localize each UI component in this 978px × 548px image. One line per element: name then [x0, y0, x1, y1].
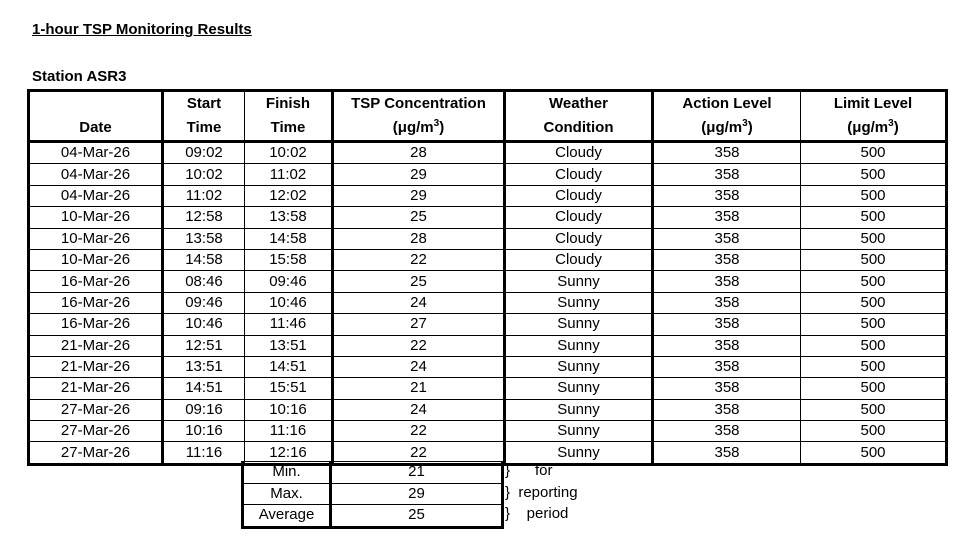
cell-tsp: 29	[333, 185, 505, 206]
cell-tsp: 22	[333, 249, 505, 270]
cell-action-level: 358	[653, 271, 801, 292]
cell-date: 21-Mar-26	[29, 378, 163, 399]
cell-start-time: 13:51	[163, 356, 245, 377]
cell-tsp: 29	[333, 164, 505, 185]
table-row	[29, 185, 947, 206]
cell-date: 27-Mar-26	[29, 442, 163, 464]
cell-date: 04-Mar-26	[29, 142, 163, 164]
header-row	[29, 91, 947, 142]
cell-action-level: 358	[653, 185, 801, 206]
cell-limit-level: 500	[801, 292, 947, 313]
cell-tsp: 22	[333, 335, 505, 356]
header-action-level: Action Level $(\mu g/m^3)$	[653, 91, 801, 142]
summary-label: Max.	[243, 483, 331, 505]
cell-start-time: 14:51	[163, 378, 245, 399]
cell-limit-level: 500	[801, 378, 947, 399]
cell-tsp: 24	[333, 292, 505, 313]
cell-start-time: 09:16	[163, 399, 245, 420]
table-row	[29, 335, 947, 356]
cell-date: 10-Mar-26	[29, 207, 163, 228]
header-date: Date	[29, 91, 163, 142]
cell-weather: Sunny	[505, 442, 653, 464]
cell-weather: Cloudy	[505, 164, 653, 185]
summary-value: 29	[331, 483, 503, 505]
cell-action-level: 358	[653, 378, 801, 399]
cell-weather: Sunny	[505, 421, 653, 442]
table-row	[29, 378, 947, 399]
cell-finish-time: 14:58	[245, 228, 333, 249]
cell-weather: Sunny	[505, 292, 653, 313]
cell-finish-time: 10:02	[245, 142, 333, 164]
cell-limit-level: 500	[801, 421, 947, 442]
cell-limit-level: 500	[801, 228, 947, 249]
cell-date: 21-Mar-26	[29, 335, 163, 356]
cell-finish-time: 13:51	[245, 335, 333, 356]
table-row	[29, 228, 947, 249]
cell-tsp: 24	[333, 356, 505, 377]
cell-tsp: 28	[333, 228, 505, 249]
table-row	[29, 249, 947, 270]
table-row	[29, 356, 947, 377]
table-row	[29, 399, 947, 420]
cell-date: 16-Mar-26	[29, 271, 163, 292]
cell-action-level: 358	[653, 292, 801, 313]
cell-limit-level: 500	[801, 249, 947, 270]
table-row	[29, 314, 947, 335]
results-table	[27, 89, 948, 466]
header-finish-time: Finish Time	[245, 91, 333, 142]
cell-finish-time: 12:16	[245, 442, 333, 464]
cell-start-time: 13:58	[163, 228, 245, 249]
cell-date: 16-Mar-26	[29, 292, 163, 313]
cell-date: 16-Mar-26	[29, 314, 163, 335]
table-row	[29, 421, 947, 442]
cell-limit-level: 500	[801, 271, 947, 292]
cell-action-level: 358	[653, 421, 801, 442]
reporting-period-note: } for	[505, 462, 553, 479]
table-row	[29, 164, 947, 185]
cell-start-time: 14:58	[163, 249, 245, 270]
cell-finish-time: 11:46	[245, 314, 333, 335]
table-row	[29, 142, 947, 164]
summary-table	[241, 461, 504, 529]
station-label: Station ASR3	[32, 68, 127, 85]
table-row	[29, 207, 947, 228]
cell-weather: Cloudy	[505, 185, 653, 206]
cell-date: 10-Mar-26	[29, 228, 163, 249]
summary-value: 25	[331, 505, 503, 528]
table-row	[29, 271, 947, 292]
cell-start-time: 10:02	[163, 164, 245, 185]
cell-action-level: 358	[653, 335, 801, 356]
cell-limit-level: 500	[801, 399, 947, 420]
cell-tsp: 25	[333, 207, 505, 228]
cell-finish-time: 11:16	[245, 421, 333, 442]
cell-weather: Cloudy	[505, 249, 653, 270]
cell-date: 04-Mar-26	[29, 185, 163, 206]
cell-finish-time: 10:16	[245, 399, 333, 420]
cell-finish-time: 14:51	[245, 356, 333, 377]
cell-tsp: 22	[333, 442, 505, 464]
cell-limit-level: 500	[801, 164, 947, 185]
cell-finish-time: 13:58	[245, 207, 333, 228]
cell-action-level: 358	[653, 249, 801, 270]
cell-action-level: 358	[653, 442, 801, 464]
cell-start-time: 10:16	[163, 421, 245, 442]
cell-action-level: 358	[653, 356, 801, 377]
cell-action-level: 358	[653, 142, 801, 164]
cell-tsp: 25	[333, 271, 505, 292]
cell-date: 21-Mar-26	[29, 356, 163, 377]
summary-row	[243, 483, 503, 505]
summary-label: Min.	[243, 462, 331, 484]
cell-weather: Sunny	[505, 314, 653, 335]
cell-start-time: 08:46	[163, 271, 245, 292]
cell-limit-level: 500	[801, 185, 947, 206]
cell-start-time: 12:58	[163, 207, 245, 228]
cell-date: 27-Mar-26	[29, 421, 163, 442]
cell-action-level: 358	[653, 164, 801, 185]
cell-tsp: 28	[333, 142, 505, 164]
cell-start-time: 11:16	[163, 442, 245, 464]
cell-action-level: 358	[653, 207, 801, 228]
summary-value: 21	[331, 462, 503, 484]
cell-action-level: 358	[653, 314, 801, 335]
cell-tsp: 22	[333, 421, 505, 442]
cell-weather: Sunny	[505, 378, 653, 399]
reporting-period-note: } reporting	[505, 483, 578, 501]
cell-finish-time: 15:51	[245, 378, 333, 399]
cell-weather: Sunny	[505, 399, 653, 420]
cell-action-level: 358	[653, 399, 801, 420]
cell-date: 04-Mar-26	[29, 164, 163, 185]
cell-action-level: 358	[653, 228, 801, 249]
cell-limit-level: 500	[801, 335, 947, 356]
cell-finish-time: 11:02	[245, 164, 333, 185]
cell-start-time: 11:02	[163, 185, 245, 206]
header-start-time: Start Time	[163, 91, 245, 142]
summary-row	[243, 462, 503, 484]
reporting-period-note: } period	[505, 505, 569, 522]
page-title: 1-hour TSP Monitoring Results	[32, 21, 252, 38]
header-tsp-concentration: TSP Concentration $(\mu g/m^3)$	[333, 91, 505, 142]
cell-weather: Cloudy	[505, 142, 653, 164]
cell-finish-time: 12:02	[245, 185, 333, 206]
cell-limit-level: 500	[801, 142, 947, 164]
cell-limit-level: 500	[801, 356, 947, 377]
cell-weather: Sunny	[505, 356, 653, 377]
cell-limit-level: 500	[801, 442, 947, 464]
summary-row	[243, 505, 503, 528]
cell-date: 10-Mar-26	[29, 249, 163, 270]
cell-start-time: 10:46	[163, 314, 245, 335]
cell-limit-level: 500	[801, 314, 947, 335]
cell-start-time: 09:02	[163, 142, 245, 164]
cell-finish-time: 09:46	[245, 271, 333, 292]
cell-start-time: 09:46	[163, 292, 245, 313]
header-weather-condition: Weather Condition	[505, 91, 653, 142]
cell-weather: Cloudy	[505, 228, 653, 249]
cell-weather: Sunny	[505, 271, 653, 292]
cell-tsp: 24	[333, 399, 505, 420]
cell-weather: Cloudy	[505, 207, 653, 228]
table-row	[29, 292, 947, 313]
summary-label: Average	[243, 505, 331, 528]
cell-weather: Sunny	[505, 335, 653, 356]
cell-tsp: 27	[333, 314, 505, 335]
results-body	[29, 142, 947, 465]
cell-tsp: 21	[333, 378, 505, 399]
cell-start-time: 12:51	[163, 335, 245, 356]
cell-finish-time: 15:58	[245, 249, 333, 270]
cell-finish-time: 10:46	[245, 292, 333, 313]
cell-limit-level: 500	[801, 207, 947, 228]
cell-date: 27-Mar-26	[29, 399, 163, 420]
header-limit-level: Limit Level $(\mu g/m^3)$	[801, 91, 947, 142]
